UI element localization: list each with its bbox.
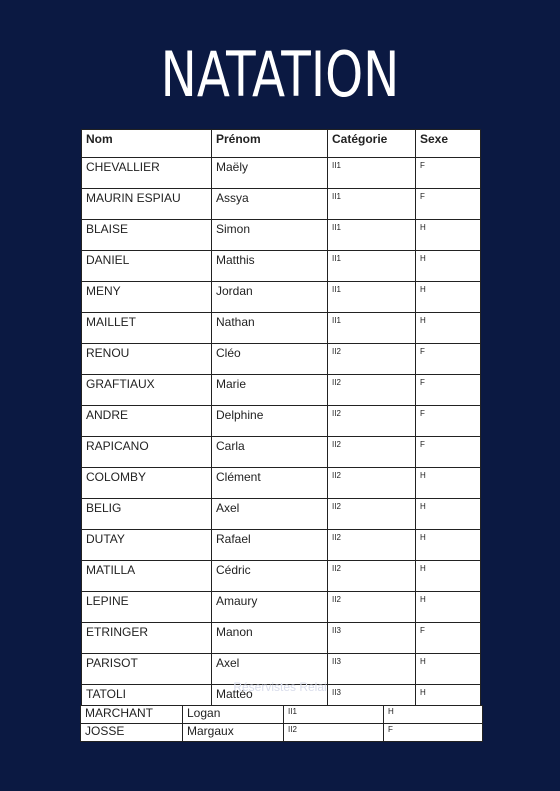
cell-sexe: H [416,592,481,623]
cell-prenom: Axel [212,654,328,685]
reserve-title: Réservistes Relai [233,680,327,694]
cell-nom: GRAFTIAUX [82,375,212,406]
cell-sexe: F [416,623,481,654]
cell-prenom: Nathan [212,313,328,344]
cell-prenom: Mattéo [212,685,328,716]
reserve-table-body [81,706,483,742]
table-row [82,499,481,530]
cell-nom: RENOU [82,344,212,375]
cell-sexe: F [416,375,481,406]
cell-categorie: II1 [328,313,416,344]
table-row [82,592,481,623]
cell-nom: MENY [82,282,212,313]
cell-sexe: F [416,406,481,437]
cell-categorie: II1 [328,251,416,282]
cell-nom: DANIEL [82,251,212,282]
cell-sexe: H [416,685,481,716]
cell-prenom: Cléo [212,344,328,375]
cell-categorie: II1 [328,158,416,189]
reserve-table [80,705,483,742]
cell-prenom: Simon [212,220,328,251]
reserve-row [81,706,483,724]
cell-nom: DUTAY [82,530,212,561]
cell-prenom: Maëly [212,158,328,189]
cell-nom: MARCHANT [81,706,183,724]
cell-prenom: Margaux [183,724,284,742]
header-nom: Nom [82,130,212,158]
cell-prenom: Jordan [212,282,328,313]
cell-nom: TATOLI [82,685,212,716]
table-row [82,313,481,344]
cell-prenom: Assya [212,189,328,220]
cell-nom: JOSSE [81,724,183,742]
cell-categorie: II2 [328,561,416,592]
cell-categorie: II2 [328,592,416,623]
table-row [82,375,481,406]
page-title: NATATION [160,38,400,111]
table-row [82,344,481,375]
cell-categorie: II2 [328,437,416,468]
cell-sexe: H [384,706,483,724]
cell-sexe: H [416,313,481,344]
header-categorie: Catégorie [328,130,416,158]
cell-sexe: H [416,561,481,592]
cell-categorie: II2 [328,344,416,375]
cell-nom: LEPINE [82,592,212,623]
table-row [82,158,481,189]
table-header-row [82,130,481,158]
cell-prenom: Logan [183,706,284,724]
cell-sexe: H [416,220,481,251]
table-row [82,282,481,313]
table-row [82,530,481,561]
reserve-row [81,724,483,742]
cell-categorie: II2 [284,724,384,742]
cell-nom: CHEVALLIER [82,158,212,189]
cell-sexe: H [416,654,481,685]
cell-categorie: II2 [328,499,416,530]
table-row [82,220,481,251]
roster-table [81,129,481,716]
cell-prenom: Axel [212,499,328,530]
cell-prenom: Delphine [212,406,328,437]
cell-nom: MAURIN ESPIAU [82,189,212,220]
cell-prenom: Cédric [212,561,328,592]
cell-sexe: H [416,468,481,499]
cell-nom: PARISOT [82,654,212,685]
cell-categorie: II3 [328,623,416,654]
cell-nom: COLOMBY [82,468,212,499]
cell-sexe: F [384,724,483,742]
cell-categorie: II2 [328,530,416,561]
cell-nom: MATILLA [82,561,212,592]
table-row [82,251,481,282]
table-row [82,623,481,654]
cell-nom: BELIG [82,499,212,530]
cell-categorie: II1 [328,282,416,313]
cell-prenom: Matthis [212,251,328,282]
table-row [82,406,481,437]
cell-categorie: II3 [328,685,416,716]
cell-categorie: II1 [328,189,416,220]
cell-categorie: II2 [328,375,416,406]
cell-nom: ETRINGER [82,623,212,654]
cell-categorie: II1 [328,220,416,251]
cell-prenom: Marie [212,375,328,406]
cell-categorie: II2 [328,468,416,499]
table-row [82,437,481,468]
cell-sexe: H [416,530,481,561]
table-row [82,561,481,592]
cell-categorie: II1 [284,706,384,724]
cell-nom: MAILLET [82,313,212,344]
cell-prenom: Rafael [212,530,328,561]
cell-prenom: Amaury [212,592,328,623]
cell-nom: RAPICANO [82,437,212,468]
cell-prenom: Clément [212,468,328,499]
cell-sexe: F [416,344,481,375]
cell-sexe: H [416,251,481,282]
cell-categorie: II2 [328,406,416,437]
cell-nom: ANDRE [82,406,212,437]
table-row [82,189,481,220]
header-prenom: Prénom [212,130,328,158]
cell-prenom: Manon [212,623,328,654]
cell-nom: BLAISE [82,220,212,251]
cell-categorie: II3 [328,654,416,685]
cell-sexe: F [416,189,481,220]
table-body [82,158,481,716]
header-sexe: Sexe [416,130,481,158]
cell-sexe: F [416,158,481,189]
cell-sexe: H [416,282,481,313]
cell-sexe: H [416,499,481,530]
table-row [82,468,481,499]
cell-prenom: Carla [212,437,328,468]
cell-sexe: F [416,437,481,468]
